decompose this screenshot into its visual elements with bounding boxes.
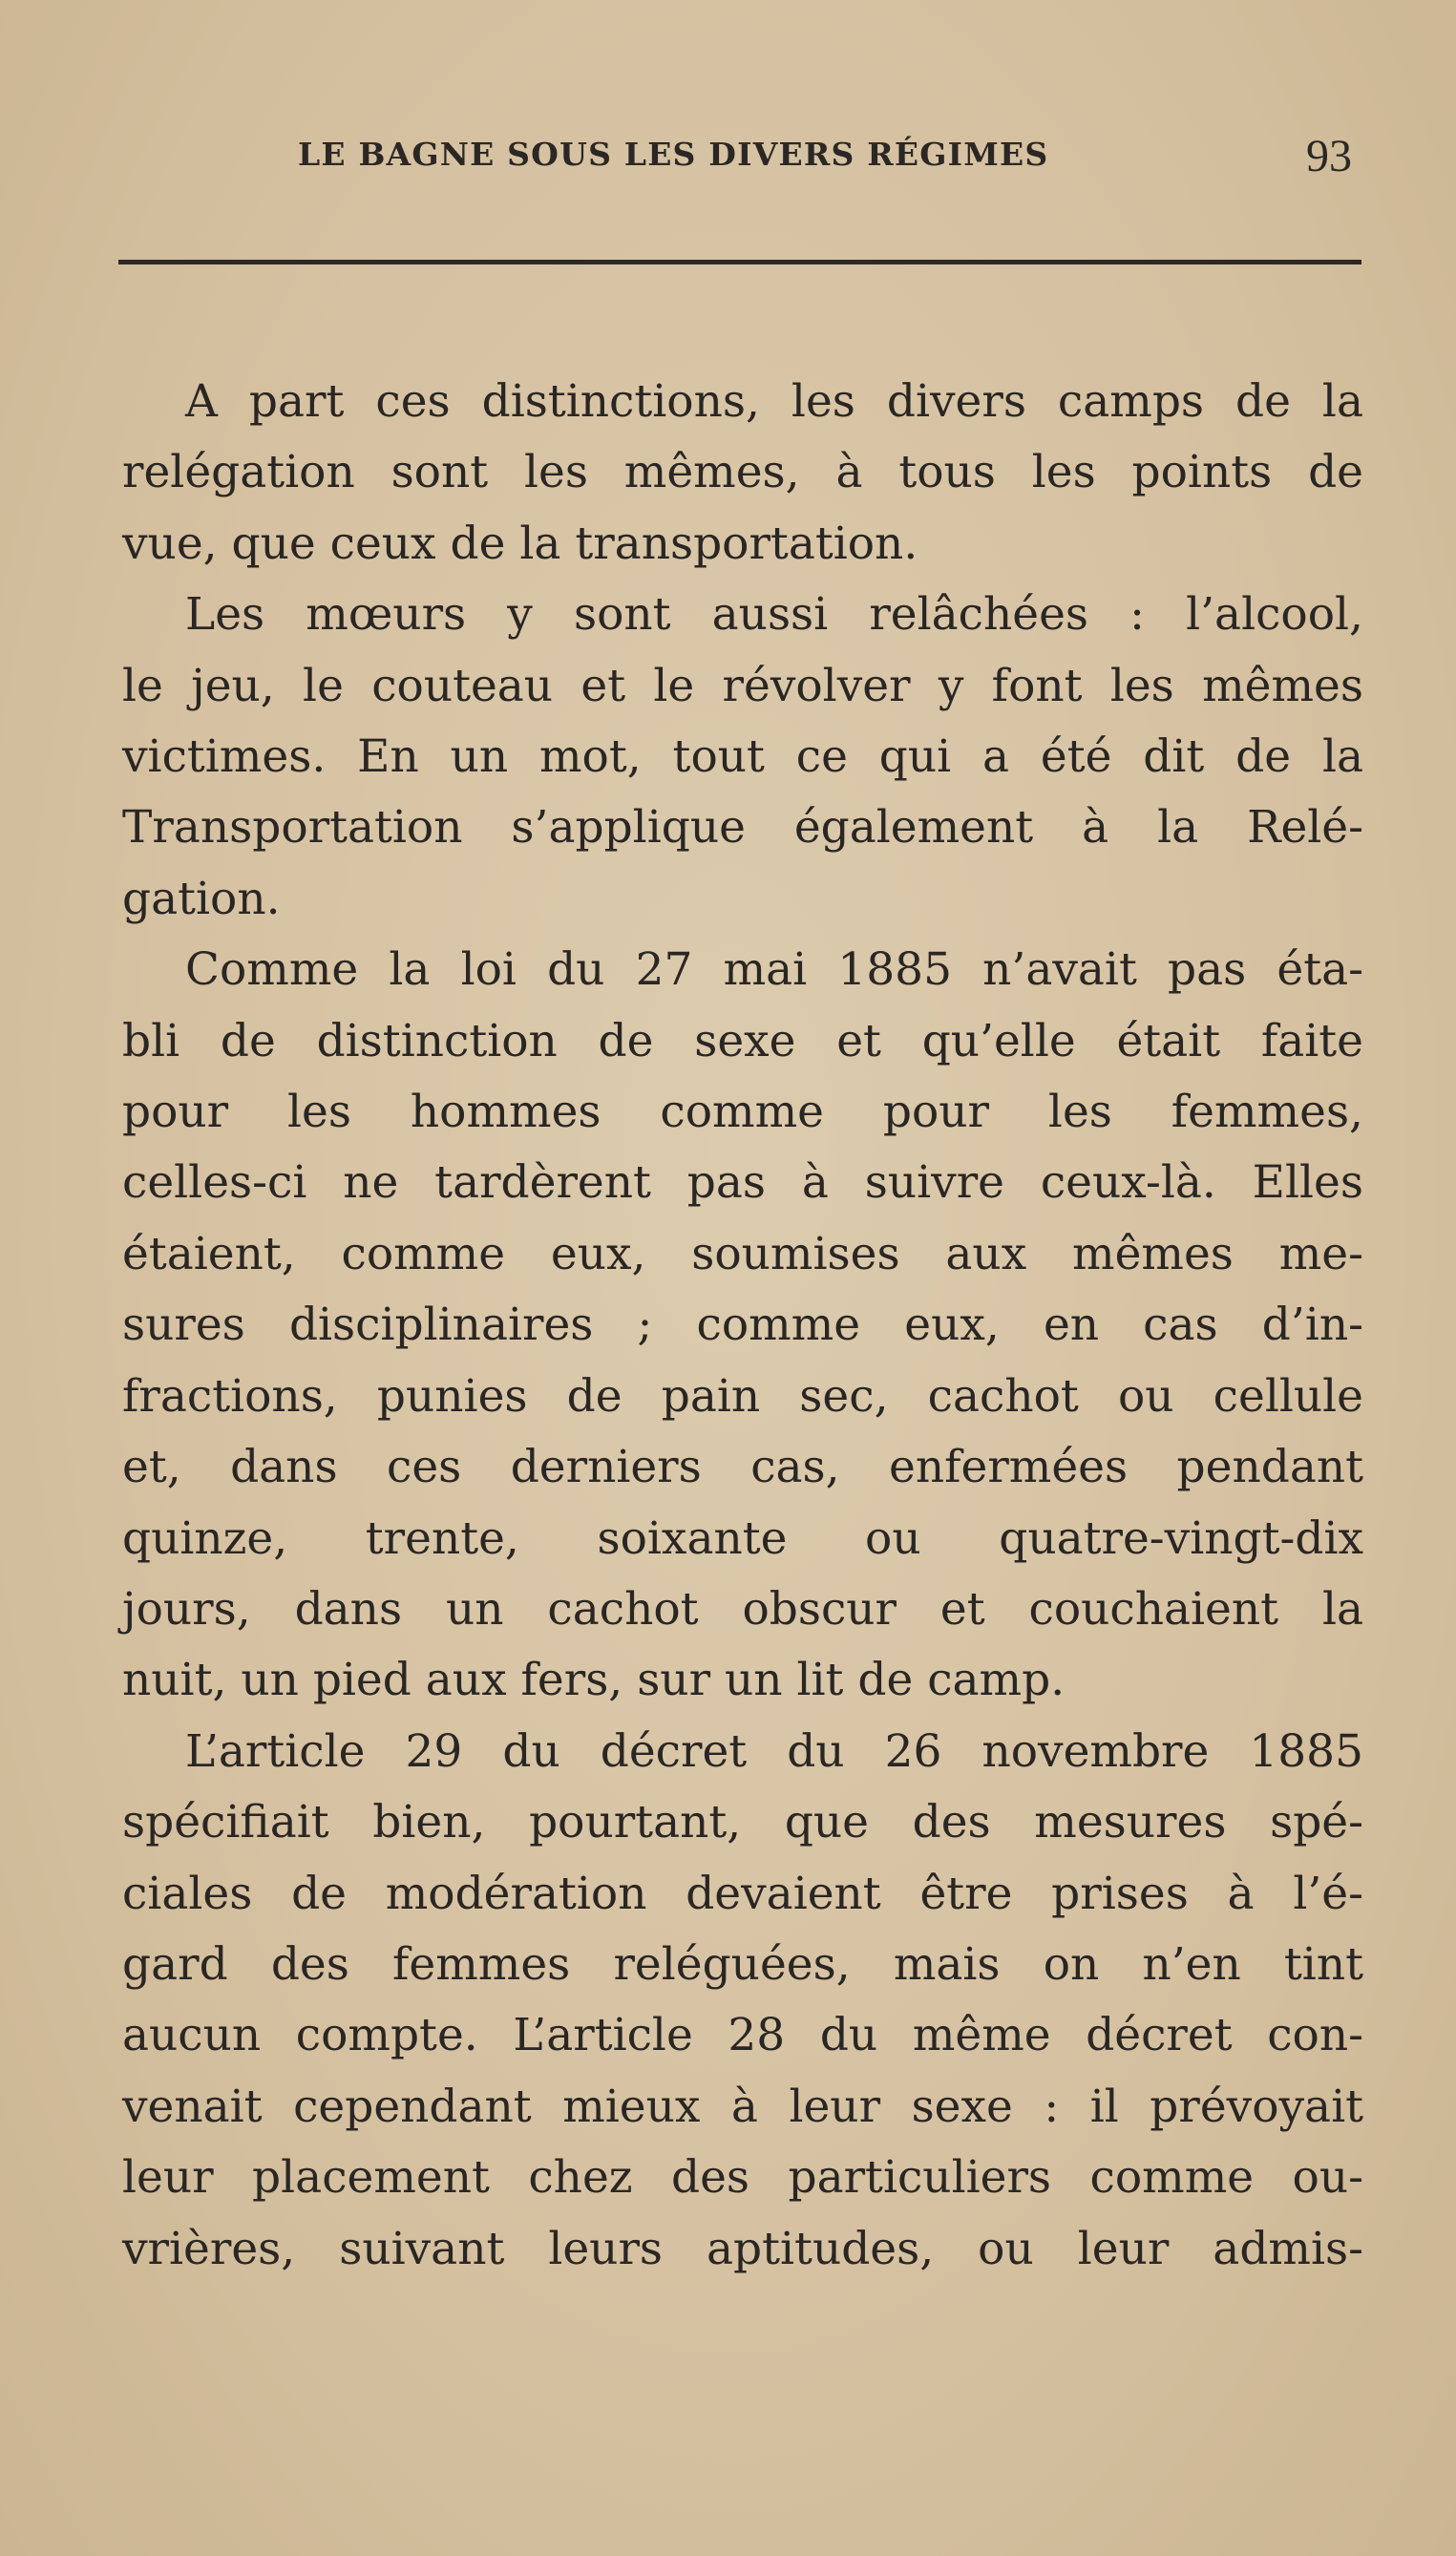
text-line: jours, dans un cachot obscur et couchaient la: [122, 1582, 1363, 1636]
text-line: celles-ci ne tardèrent pas à suivre ceux-là. Elles: [122, 1156, 1363, 1210]
text-line: étaient, comme eux, soumises aux mêmes me-: [122, 1227, 1363, 1280]
text-line: Les mœurs y sont aussi relâchées : l’alcool,: [185, 588, 1363, 642]
text-line: Comme la loi du 27 mai 1885 n’avait pas éta-: [185, 943, 1363, 997]
paragraph-3: [122, 935, 1363, 1716]
running-title: LE BAGNE SOUS LES DIVERS RÉGIMES: [298, 136, 1049, 173]
text-line: fractions, punies de pain sec, cachot ou cellule: [122, 1369, 1363, 1423]
text-line: gard des femmes reléguées, mais on n’en tint: [122, 1937, 1363, 1991]
paragraph-4: [122, 1717, 1363, 2285]
text-line: nuit, un pied aux fers, sur un lit de camp.: [122, 1654, 1066, 1707]
paragraph-1: [122, 367, 1363, 580]
text-line: pour les hommes comme pour les femmes,: [122, 1086, 1363, 1139]
text-line: sures disciplinaires ; comme eux, en cas d’in-: [122, 1299, 1363, 1352]
text-line: le jeu, le couteau et le révolver y font les mêmes: [122, 659, 1363, 712]
text-line: relégation sont les mêmes, à tous les points de: [122, 446, 1363, 499]
body-text: [122, 367, 1363, 2285]
text-line: et, dans ces derniers cas, enfermées pendant: [122, 1441, 1363, 1494]
text-line: quinze, trente, soixante ou quatre-vingt-dix: [122, 1511, 1363, 1565]
text-line: ciales de modération devaient être prises à l’é-: [122, 1867, 1363, 1920]
paragraph-2: [122, 580, 1363, 935]
text-line: venait cependant mieux à leur sexe : il prévoyait: [122, 2080, 1363, 2133]
text-line: L’article 29 du décret du 26 novembre 1885: [185, 1724, 1363, 1778]
text-line: A part ces distinctions, les divers camps de la: [185, 375, 1363, 428]
text-line: Transportation s’applique également à la Relé-: [122, 801, 1363, 855]
text-line: bli de distinction de sexe et qu’elle était faite: [122, 1014, 1363, 1067]
text-line: leur placement chez des particuliers comme ou-: [122, 2151, 1363, 2205]
text-line: aucun compte. L’article 28 du même décret con-: [122, 2009, 1363, 2062]
text-line: vrières, suivant leurs aptitudes, ou leur admis-: [122, 2222, 1363, 2275]
page-number: 93: [1306, 131, 1352, 181]
text-line: gation.: [122, 872, 281, 925]
text-line: spécifiait bien, pourtant, que des mesures spé-: [122, 1796, 1363, 1849]
text-line: vue, que ceux de la transportation.: [122, 517, 918, 570]
text-line: victimes. En un mot, tout ce qui a été dit de la: [122, 730, 1363, 784]
header-rule: [118, 260, 1361, 264]
